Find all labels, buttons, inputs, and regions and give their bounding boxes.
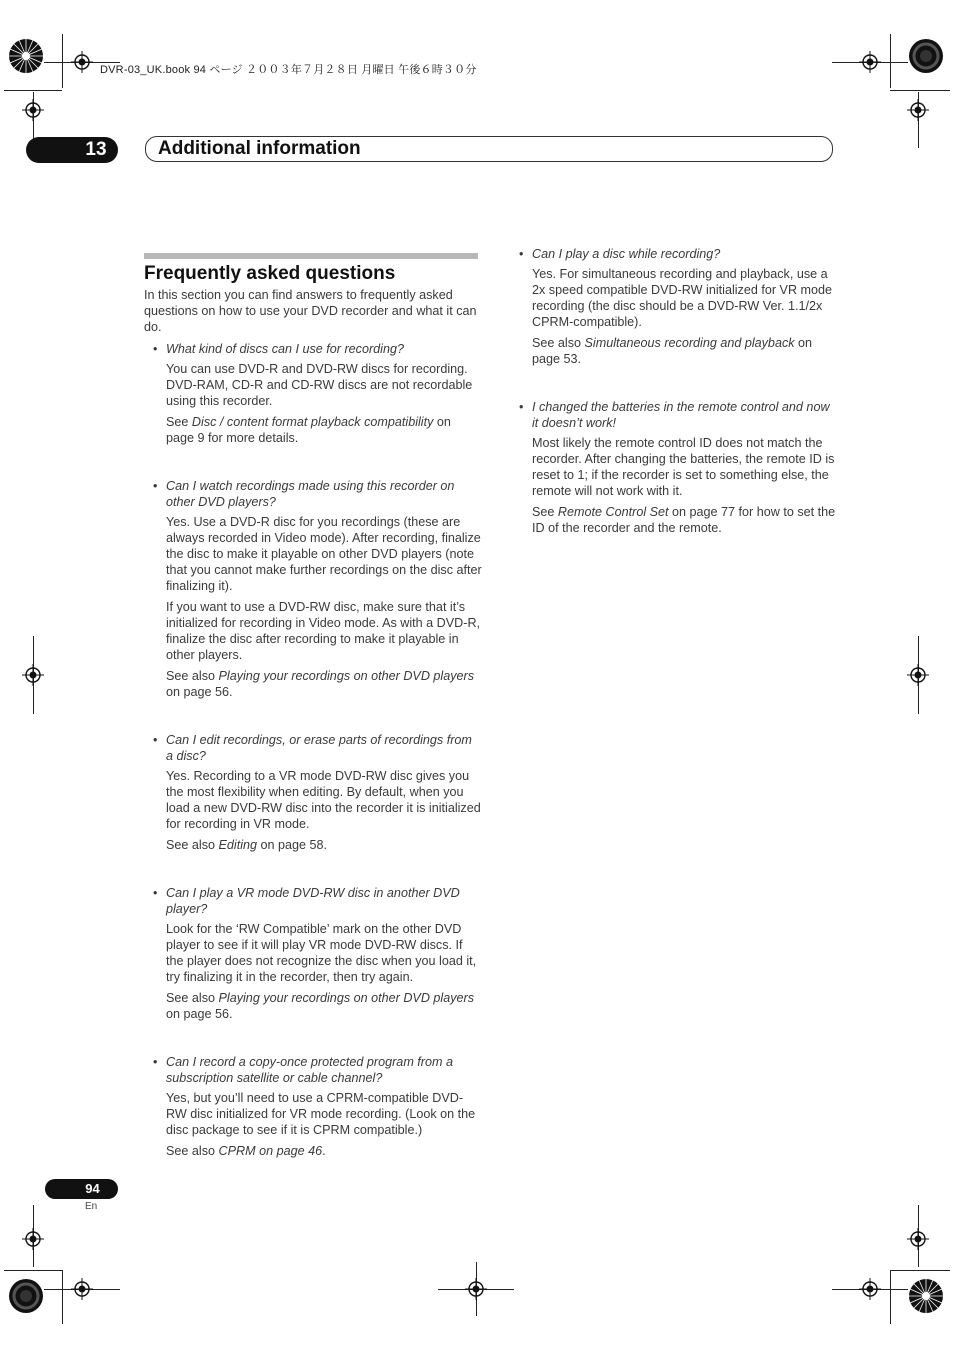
left-column bbox=[144, 287, 482, 1190]
page-language: En bbox=[85, 1201, 98, 1212]
registration-target-icon bbox=[859, 51, 881, 73]
faq-item bbox=[510, 399, 836, 536]
faq-question: • Can I record a copy-once protected program from a subscription satellite or cable channel? bbox=[153, 1055, 453, 1085]
faq-answer: You can use DVD-R and DVD-RW discs for recording. DVD-RAM, CD-R and CD-RW discs are not recordable using this recorder. bbox=[166, 362, 473, 408]
faq-item bbox=[144, 478, 482, 700]
chapter-title-bar bbox=[145, 136, 833, 162]
bullet-icon: • bbox=[153, 342, 158, 356]
faq-see-also: See Disc / content format playback compatibility on page 9 for more details. bbox=[166, 415, 451, 445]
bullet-icon: • bbox=[519, 247, 524, 261]
cross-reference: Editing bbox=[218, 838, 258, 852]
faq-answer: If you want to use a DVD-RW disc, make sure that it’s initialized for recording in Video mode. As with a DVD-R, finalize the disc after recording to make it playable in other players. bbox=[166, 600, 481, 662]
registration-target-icon bbox=[465, 1278, 487, 1300]
page-number: 94 bbox=[85, 1181, 100, 1196]
faq-see-also: See also Playing your recordings on other DVD players on page 56. bbox=[166, 669, 475, 699]
faq-see-also: See also Simultaneous recording and playback on page 53. bbox=[532, 336, 813, 366]
section-rule bbox=[144, 253, 478, 259]
registration-target-icon bbox=[907, 99, 929, 121]
color-reel-icon bbox=[8, 1278, 44, 1314]
faq-see-also: See also Editing on page 58. bbox=[166, 838, 328, 852]
registration-target-icon bbox=[22, 664, 44, 686]
bullet-icon: • bbox=[153, 479, 158, 493]
faq-answer: Yes, but you’ll need to use a CPRM-compatible DVD-RW disc initialized for VR mode recording. (Look on the disc package to see if it is CPRM compatible.) bbox=[166, 1091, 476, 1137]
color-reel-icon bbox=[908, 38, 944, 74]
bullet-icon: • bbox=[153, 886, 158, 900]
faq-answer: Look for the ‘RW Compatible’ mark on the other DVD player to see if it will play VR mode DVD-RW discs. If the player does not recognize the disc when you load it, try finalizing it in the recorder, then try again. bbox=[166, 922, 477, 984]
page-number-badge bbox=[45, 1179, 118, 1199]
faq-question: • I changed the batteries in the remote control and now it doesn’t work! bbox=[519, 400, 830, 430]
registration-target-icon bbox=[22, 99, 44, 121]
section-intro: In this section you can find answers to frequently asked questions on how to use your DVD recorder and what it can do. bbox=[144, 288, 477, 334]
bullet-icon: • bbox=[153, 733, 158, 747]
faq-question: • Can I watch recordings made using this recorder on other DVD players? bbox=[153, 479, 455, 509]
faq-item bbox=[144, 885, 482, 1022]
registration-target-icon bbox=[907, 664, 929, 686]
color-reel-icon bbox=[8, 38, 44, 74]
faq-answer: Yes. For simultaneous recording and playback, use a 2x speed compatible DVD-RW initialized for VR mode recording (the disc should be a DVD-RW Ver. 1.1/2x CPRM-compatible). bbox=[532, 267, 833, 329]
faq-item bbox=[144, 732, 482, 853]
cross-reference: CPRM on page 46 bbox=[218, 1144, 323, 1158]
cross-reference: Simultaneous recording and playback bbox=[584, 336, 795, 350]
bullet-icon: • bbox=[153, 1055, 158, 1069]
cross-reference: Remote Control Set bbox=[557, 505, 669, 519]
right-column bbox=[510, 246, 836, 567]
faq-question: • Can I edit recordings, or erase parts of recordings from a disc? bbox=[153, 733, 472, 763]
faq-item bbox=[144, 341, 482, 446]
faq-answer: Yes. Recording to a VR mode DVD-RW disc gives you the most flexibility when editing. By default, when you load a new DVD-RW disc into the recorder it is initialized for recording in VR mode. bbox=[166, 769, 481, 831]
registration-target-icon bbox=[71, 51, 93, 73]
faq-see-also: See also Playing your recordings on other DVD players on page 56. bbox=[166, 991, 475, 1021]
faq-item bbox=[144, 1054, 482, 1159]
cross-reference: Disc / content format playback compatibility bbox=[191, 415, 434, 429]
chapter-number: 13 bbox=[85, 139, 107, 160]
faq-question: • What kind of discs can I use for recording? bbox=[153, 342, 404, 356]
section-title: Frequently asked questions bbox=[144, 263, 396, 284]
faq-see-also: See also CPRM on page 46. bbox=[166, 1144, 326, 1158]
faq-see-also: See Remote Control Set on page 77 for how to set the ID of the recorder and the remote. bbox=[532, 505, 836, 535]
cross-reference: Playing your recordings on other DVD players bbox=[218, 991, 475, 1005]
faq-item bbox=[510, 246, 836, 367]
faq-question: • Can I play a disc while recording? bbox=[519, 247, 721, 261]
faq-question: • Can I play a VR mode DVD-RW disc in another DVD player? bbox=[153, 886, 460, 916]
registration-target-icon bbox=[907, 1228, 929, 1250]
print-header: DVR-03_UK.book 94 ページ ２００３年７月２８日 月曜日 午後６時３０分 bbox=[100, 64, 477, 76]
chapter-title: Additional information bbox=[158, 138, 361, 159]
registration-target-icon bbox=[22, 1228, 44, 1250]
bullet-icon: • bbox=[519, 400, 524, 414]
registration-target-icon bbox=[71, 1278, 93, 1300]
color-reel-icon bbox=[908, 1278, 944, 1314]
cross-reference: Playing your recordings on other DVD players bbox=[218, 669, 475, 683]
faq-answer: Yes. Use a DVD-R disc for you recordings (these are always recorded in Video mode). After recording, finalize the disc to make it playable on other DVD players (note that you cannot make further recordings on the disc after finalizing it). bbox=[166, 515, 482, 593]
chapter-number-badge bbox=[26, 137, 118, 163]
registration-target-icon bbox=[859, 1278, 881, 1300]
faq-answer: Most likely the remote control ID does not match the recorder. After changing the batteries, the remote ID is reset to 1; if the recorder is set to something else, the remote will not work with it. bbox=[532, 436, 835, 498]
